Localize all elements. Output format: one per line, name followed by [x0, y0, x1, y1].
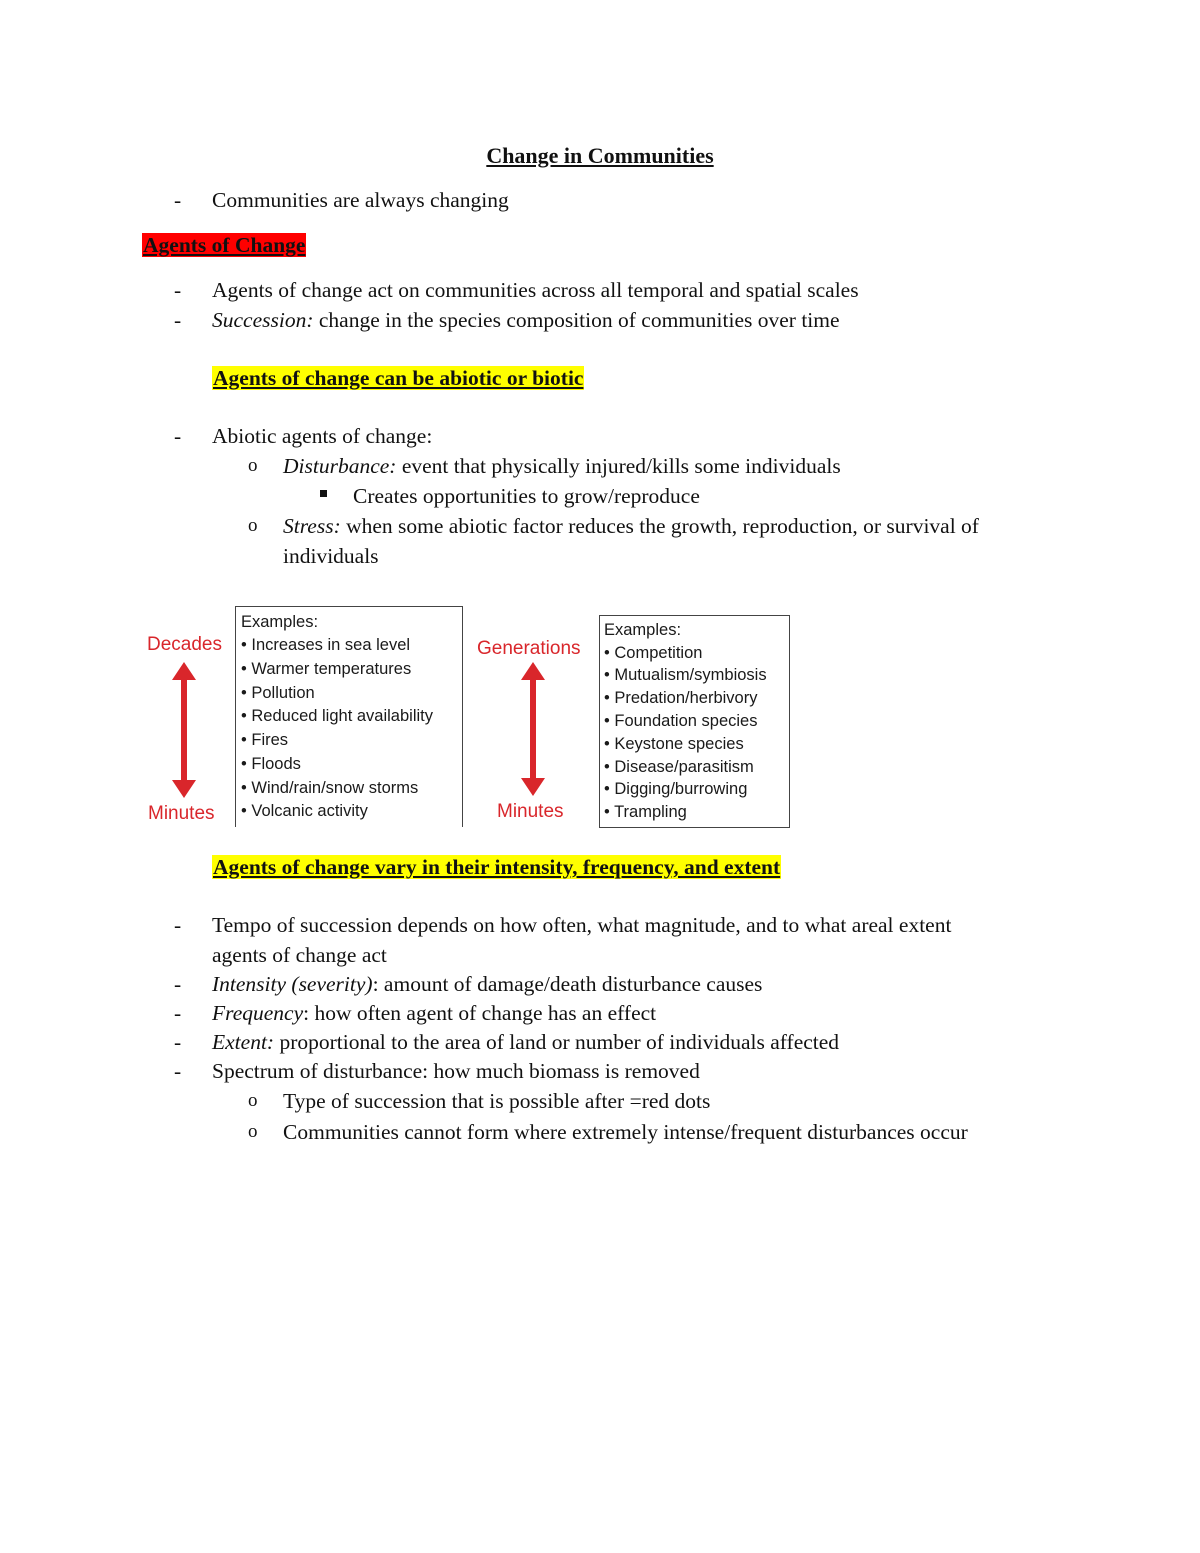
example-item: • Disease/parasitism: [604, 758, 754, 776]
generations-label: Generations: [477, 638, 581, 659]
double-arrow-icon: [172, 662, 196, 798]
stress-term: Stress:: [283, 514, 341, 538]
agents-heading-highlight: Agents of Change: [143, 233, 306, 257]
dash-bullet: -: [174, 1059, 182, 1083]
dash-bullet: -: [174, 424, 182, 448]
example-item: • Floods: [241, 755, 301, 773]
frequency-bullet: [212, 999, 656, 1027]
dash-bullet: -: [174, 913, 182, 937]
extent-term: Extent:: [212, 1030, 275, 1054]
example-item: • Trampling: [604, 803, 687, 821]
highlight-2-text: Agents of change vary in their intensity, frequency, and extent: [213, 855, 781, 879]
abiotic-heading: Abiotic agents of change:: [212, 424, 433, 448]
dash-bullet: -: [174, 1030, 182, 1054]
succession-term: Succession:: [212, 308, 314, 332]
spectrum-sub-1: Type of succession that is possible after =red dots: [283, 1089, 711, 1113]
example-item: • Warmer temperatures: [241, 660, 412, 678]
section-heading-agents: [142, 231, 306, 259]
example-item: • Wind/rain/snow storms: [241, 779, 419, 797]
example-item: • Mutualism/symbiosis: [604, 666, 767, 684]
dash-bullet: -: [174, 972, 182, 996]
succession-bullet: [212, 306, 840, 334]
example-item: • Reduced light availability: [241, 707, 433, 725]
intensity-bullet: [212, 970, 762, 998]
highlight-intensity-frequency-extent: [212, 853, 781, 881]
intensity-term: Intensity (severity): [212, 972, 373, 996]
example-item: • Increases in sea level: [241, 636, 411, 654]
circle-bullet: o: [248, 455, 258, 476]
circle-bullet: o: [248, 1090, 258, 1111]
spectrum-bullet: Spectrum of disturbance: how much biomass is removed: [212, 1059, 700, 1083]
disturbance-bullet: [283, 452, 841, 480]
highlight-1-text: Agents of change can be abiotic or biotic: [213, 366, 584, 390]
extent-definition: proportional to the area of land or number of individuals affected: [274, 1030, 840, 1054]
circle-bullet: o: [248, 1121, 258, 1142]
intensity-definition: : amount of damage/death disturbance causes: [372, 972, 763, 996]
decades-label: Decades: [147, 634, 222, 655]
example-item: • Predation/herbivory: [604, 689, 758, 707]
stress-definition: when some abiotic factor reduces the growth, reproduction, or survival of: [340, 514, 979, 538]
dash-bullet: -: [174, 308, 182, 332]
square-bullet: [320, 490, 327, 497]
minutes-label: Minutes: [497, 801, 564, 822]
spectrum-sub-2: Communities cannot form where extremely intense/frequent disturbances occur: [283, 1120, 968, 1144]
page-title: Change in Communities: [486, 143, 714, 168]
dash-bullet: -: [174, 1001, 182, 1025]
agents-bullet-1: Agents of change act on communities across all temporal and spatial scales: [212, 278, 859, 302]
circle-bullet: o: [248, 515, 258, 536]
example-item: • Foundation species: [604, 712, 758, 730]
tempo-line-2: agents of change act: [212, 943, 387, 967]
disturbance-term: Disturbance:: [283, 454, 397, 478]
frequency-definition: : how often agent of change has an effect: [303, 1001, 657, 1025]
examples-header: Examples:: [241, 613, 319, 631]
disturbance-definition: event that physically injured/kills some individuals: [396, 454, 841, 478]
dash-bullet: -: [174, 188, 182, 212]
examples-header: Examples:: [604, 621, 682, 639]
example-item: • Digging/burrowing: [604, 780, 748, 798]
succession-definition: change in the species composition of communities over time: [313, 308, 840, 332]
minutes-label: Minutes: [148, 803, 215, 824]
double-arrow-icon: [521, 662, 545, 796]
example-item: • Volcanic activity: [241, 802, 368, 820]
highlight-abiotic-biotic: [212, 364, 584, 392]
example-item: • Keystone species: [604, 735, 744, 753]
frequency-term: Frequency: [212, 1001, 304, 1025]
tempo-line-1: Tempo of succession depends on how often, what magnitude, and to what areal extent: [212, 913, 952, 937]
example-item: • Pollution: [241, 684, 315, 702]
example-item: • Competition: [604, 644, 703, 662]
example-item: • Fires: [241, 731, 289, 749]
disturbance-sub-bullet: Creates opportunities to grow/reproduce: [353, 484, 700, 508]
intro-text: Communities are always changing: [212, 188, 509, 212]
stress-continuation: individuals: [283, 544, 379, 568]
extent-bullet: [212, 1028, 839, 1056]
dash-bullet: -: [174, 278, 182, 302]
stress-bullet: [283, 512, 979, 540]
